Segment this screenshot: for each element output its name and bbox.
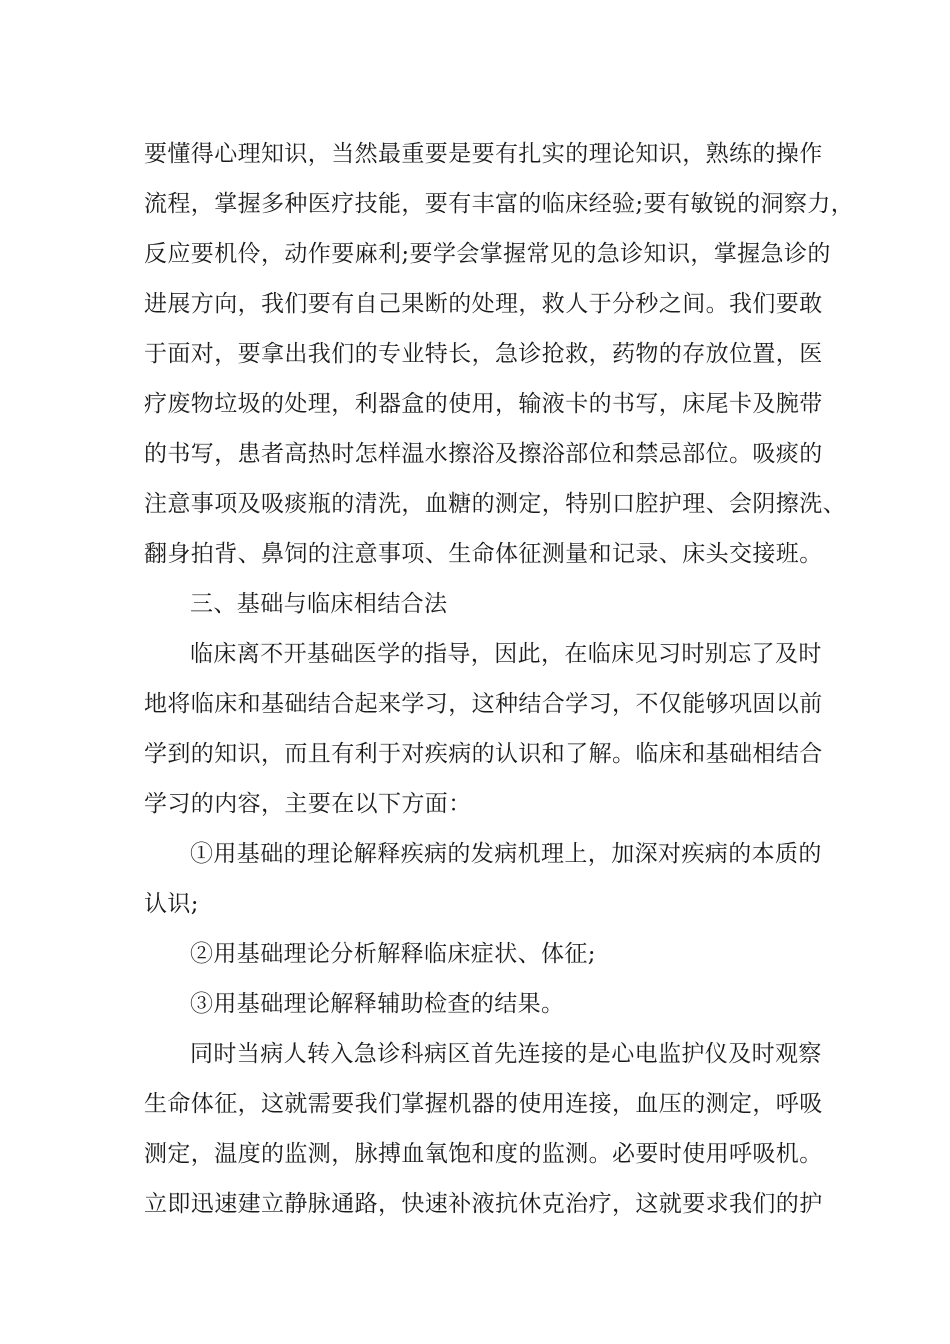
body-line: 地将临床和基础结合起来学习，这种结合学习，不仅能够巩固以前: [144, 691, 823, 717]
body-line: 立即迅速建立静脉通路，快速补液抗休克治疗，这就要求我们的护: [144, 1191, 823, 1217]
list-item: ①用基础的理论解释疾病的发病机理上，加深对疾病的本质的: [190, 841, 822, 867]
body-line: 翻身拍背、鼻饲的注意事项、生命体征测量和记录、床头交接班。: [144, 541, 823, 567]
body-line: 学习的内容，主要在以下方面：: [144, 791, 472, 817]
body-line: 流程，掌握多种医疗技能，要有丰富的临床经验;要有敏锐的洞察力，: [144, 191, 855, 217]
body-line: 学到的知识，而且有利于对疾病的认识和了解。临床和基础相结合: [144, 741, 823, 767]
body-line: 测定，温度的监测，脉搏血氧饱和度的监测。必要时使用呼吸机。: [144, 1141, 823, 1167]
body-line: 疗废物垃圾的处理，利器盒的使用，输液卡的书写，床尾卡及腕带: [144, 391, 823, 417]
body-line: 反应要机伶，动作要麻利;要学会掌握常见的急诊知识，掌握急诊的: [144, 241, 831, 267]
body-line: 于面对，要拿出我们的专业特长，急诊抢救，药物的存放位置，医: [144, 341, 823, 367]
list-item: ③用基础理论解释辅助检查的结果。: [190, 991, 565, 1017]
body-line: 临床离不开基础医学的指导，因此，在临床见习时别忘了及时: [190, 641, 822, 667]
body-line: 进展方向，我们要有自己果断的处理，救人于分秒之间。我们要敢: [144, 291, 823, 317]
body-line: 要懂得心理知识，当然最重要是要有扎实的理论知识，熟练的操作: [144, 141, 823, 167]
section-heading: 三、基础与临床相结合法: [190, 591, 448, 617]
body-line: 同时当病人转入急诊科病区首先连接的是心电监护仪及时观察: [190, 1041, 822, 1067]
body-line: 生命体征，这就需要我们掌握机器的使用连接，血压的测定，呼吸: [144, 1091, 823, 1117]
list-item: ②用基础理论分析解释临床症状、体征;: [190, 941, 596, 967]
list-item-continuation: 认识;: [144, 891, 199, 917]
body-line: 注意事项及吸痰瓶的清洗，血糖的测定，特别口腔护理、会阴擦洗、: [144, 491, 846, 517]
body-line: 的书写，患者高热时怎样温水擦浴及擦浴部位和禁忌部位。吸痰的: [144, 441, 823, 467]
